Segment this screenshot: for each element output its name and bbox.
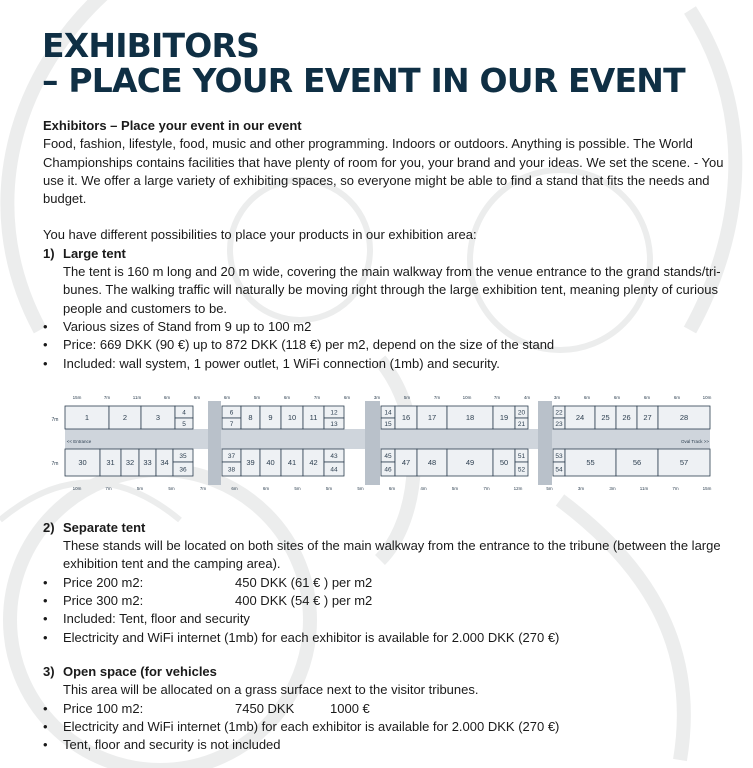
list-item: • Included: wall system, 1 power outlet, 1 WiFi connection (1mb) and security.	[43, 355, 500, 371]
section-description: These stands will be located on both sites of the main walkway from the entrance to the tribune (between the large exhibition tent and the camping area).	[63, 538, 721, 572]
stand-label: 16	[401, 413, 411, 423]
dimension-label: 10m	[462, 395, 472, 400]
stand-label: 53	[555, 452, 563, 460]
stand-label: 39	[246, 458, 255, 468]
dimension-label: 6m	[163, 395, 171, 400]
stand-label: 50	[499, 458, 509, 468]
stand-label: 30	[78, 458, 87, 468]
dimension-label: 6m	[283, 395, 291, 400]
side-label: 7m	[51, 461, 59, 467]
price-row: • Price 200 m2: 450 DKK (61 € ) per m2	[43, 574, 373, 590]
page-title	[42, 28, 685, 98]
dimension-label: 4m	[523, 395, 531, 400]
dimension-label: 7m	[105, 486, 112, 491]
stand-label: 52	[517, 466, 526, 474]
stand-label: 54	[555, 466, 563, 474]
intro-subheading: Exhibitors – Place your event in our event	[43, 118, 302, 133]
dimension-label: 4m	[420, 486, 427, 491]
section-title: Separate tent	[63, 519, 146, 535]
section-separate-tent-heading	[43, 519, 743, 537]
dimension-label: 6m	[231, 486, 238, 491]
stand-label: 4	[182, 409, 186, 417]
dimension-label: 7m	[483, 486, 490, 491]
dimension-label: 5m	[357, 486, 364, 491]
dimension-label: 3m	[553, 395, 561, 400]
entrance-label: << Entrance	[66, 439, 92, 444]
stand-label: 37	[227, 452, 236, 460]
section-number: 1)	[43, 245, 55, 261]
stand-label: 18	[465, 413, 475, 423]
stand-label: 9	[268, 413, 273, 423]
dimension-label: 5m	[403, 395, 411, 400]
block-gap	[208, 401, 221, 485]
dimension-label: 12m	[513, 486, 523, 491]
list-item: • Tent, floor and security is not included	[43, 737, 281, 753]
dimension-label: 6m	[262, 486, 270, 491]
dimension-label: 6m	[343, 395, 351, 400]
oval-track-label: Oval Track >>	[680, 439, 710, 444]
list-item: • Various sizes of Stand from 9 up to 100 m2	[43, 318, 312, 334]
stand-label: 57	[679, 458, 689, 468]
dimension-label: 6m	[673, 395, 681, 400]
stand-label: 55	[586, 458, 595, 468]
stand-label: 19	[499, 413, 509, 423]
dimension-label: 3m	[609, 486, 616, 491]
list-item: • Price: 669 DKK (90 €) up to 872 DKK (118 €) per m2, depend on the size of the stand	[43, 337, 555, 353]
stand-label: 1	[84, 413, 90, 423]
title-line-1: EXHIBITORS	[42, 26, 260, 65]
stand-label: 48	[427, 458, 437, 468]
section-title: Large tent	[63, 245, 126, 261]
section-description: This area will be allocated on a grass surface next to the visitor tribunes.	[63, 682, 479, 698]
block-gap	[538, 401, 552, 485]
stand-label: 21	[517, 420, 526, 428]
stand-label: 42	[309, 458, 318, 468]
dimension-label: 6m	[643, 395, 651, 400]
section-large-tent-heading	[43, 245, 743, 263]
stand-label: 45	[384, 452, 392, 460]
stand-label: 5	[182, 420, 186, 428]
stand-label: 40	[266, 458, 275, 468]
dimension-label: 11m	[132, 395, 142, 400]
dimension-label: 5m	[546, 486, 553, 491]
dimension-label: 5m	[451, 486, 459, 491]
section-description: The tent is 160 m long and 20 m wide, covering the main walkway from the venue entrance to the grand stands/tri-bunes. The walking traffic will naturally be moving right through the large exhibition tent, meaning plenty of curious people and customers to be.	[63, 264, 721, 316]
price-row: • Price 100 m2: 7450 DKK 1000 €	[43, 700, 370, 716]
possibilities-text: You have different possibilities to place your products in our exhibition area:	[43, 227, 477, 243]
dimension-label: 3m	[577, 486, 585, 491]
stand-label: 32	[125, 458, 135, 468]
stand-label: 27	[643, 413, 652, 423]
dimension-label: 5m	[325, 486, 333, 491]
dimension-label: 6m	[193, 395, 201, 400]
stand-label: 23	[555, 420, 563, 428]
stand-label: 7	[229, 420, 234, 428]
stand-label: 22	[555, 409, 563, 417]
section-title: Open space (for vehicles	[63, 663, 217, 679]
stand-label: 13	[330, 420, 338, 428]
stand-label: 51	[517, 452, 526, 460]
stand-label: 44	[330, 466, 338, 474]
stand-label: 34	[160, 458, 169, 468]
floor-plan	[45, 391, 713, 495]
walkway	[65, 429, 710, 449]
price-row: • Price 300 m2: 400 DKK (54 € ) per m2	[43, 593, 373, 609]
list-item: • Electricity and WiFi internet (1mb) for each exhibitor is available for 2.000 DKK (270 €)	[43, 718, 560, 734]
block-gap	[365, 401, 380, 485]
stand-label: 8	[248, 413, 253, 423]
stand-label: 24	[575, 413, 585, 423]
dimension-label: 7m	[493, 395, 501, 400]
dimension-label: 3m	[373, 395, 381, 400]
stand-label: 15	[384, 420, 392, 428]
stand-label: 6	[229, 409, 234, 417]
section-number: 3)	[43, 663, 55, 679]
stand-label: 14	[384, 409, 392, 417]
dimension-label: 7m	[199, 486, 207, 491]
stand-label: 46	[384, 466, 392, 474]
intro-paragraph: Food, fashion, lifestyle, food, music and other programming. Indoors or outdoors. Anything is possible. The World Championships contains facilities that have plenty of room for you, your brand and your ideas. We set the scene. - You use it. We offer a large variety of exhibiting spaces, so everyone might be able to find a stand that fits the needs and budget.	[43, 136, 724, 207]
list-item: • Electricity and WiFi internet (1mb) for each exhibitor is available for 2.000 DKK (270 €)	[43, 629, 560, 645]
stand-label: 43	[330, 452, 338, 460]
stand-label: 12	[330, 409, 338, 417]
stand-label: 31	[106, 458, 115, 468]
stand-label: 3	[155, 413, 161, 423]
dimension-label: 15m	[72, 395, 82, 400]
dimension-label: 7m	[433, 395, 441, 400]
dimension-label: 5m	[168, 486, 175, 491]
dimension-label: 7m	[672, 486, 679, 491]
dimension-label: 7m	[313, 395, 321, 400]
stand-label: 2	[122, 413, 128, 423]
stand-label: 56	[632, 458, 642, 468]
stand-label: 11	[309, 413, 318, 423]
dimension-label: 15m	[702, 486, 712, 491]
stand-label: 25	[601, 413, 610, 423]
dimension-label: 5m	[253, 395, 261, 400]
dimension-label: 6m	[613, 395, 621, 400]
dimension-label: 10m	[702, 395, 712, 400]
dimension-label: 6m	[223, 395, 231, 400]
section-open-space-heading	[43, 663, 743, 681]
dimension-label: 7m	[103, 395, 111, 400]
dimension-label: 10m	[72, 486, 82, 491]
dimension-label: 5m	[136, 486, 144, 491]
stand-label: 28	[679, 413, 689, 423]
dimension-label: 6m	[583, 395, 591, 400]
dimension-label: 11m	[639, 486, 649, 491]
stand-label: 10	[287, 413, 297, 423]
stand-label: 35	[179, 452, 187, 460]
section-number: 2)	[43, 519, 55, 535]
side-label: 7m	[51, 417, 59, 423]
stand-label: 47	[401, 458, 411, 468]
stand-label: 49	[465, 458, 475, 468]
title-line-2: – PLACE YOUR EVENT IN OUR EVENT	[42, 61, 685, 100]
stand-label: 20	[517, 409, 526, 417]
stand-label: 41	[287, 458, 297, 468]
stand-label: 17	[427, 413, 437, 423]
dimension-label: 6m	[388, 486, 396, 491]
stand-label: 38	[227, 466, 236, 474]
stand-label: 26	[622, 413, 631, 423]
stand-label: 33	[143, 458, 152, 468]
stand-label: 36	[179, 466, 187, 474]
dimension-label: 5m	[294, 486, 301, 491]
list-item: • Included: Tent, floor and security	[43, 611, 250, 627]
